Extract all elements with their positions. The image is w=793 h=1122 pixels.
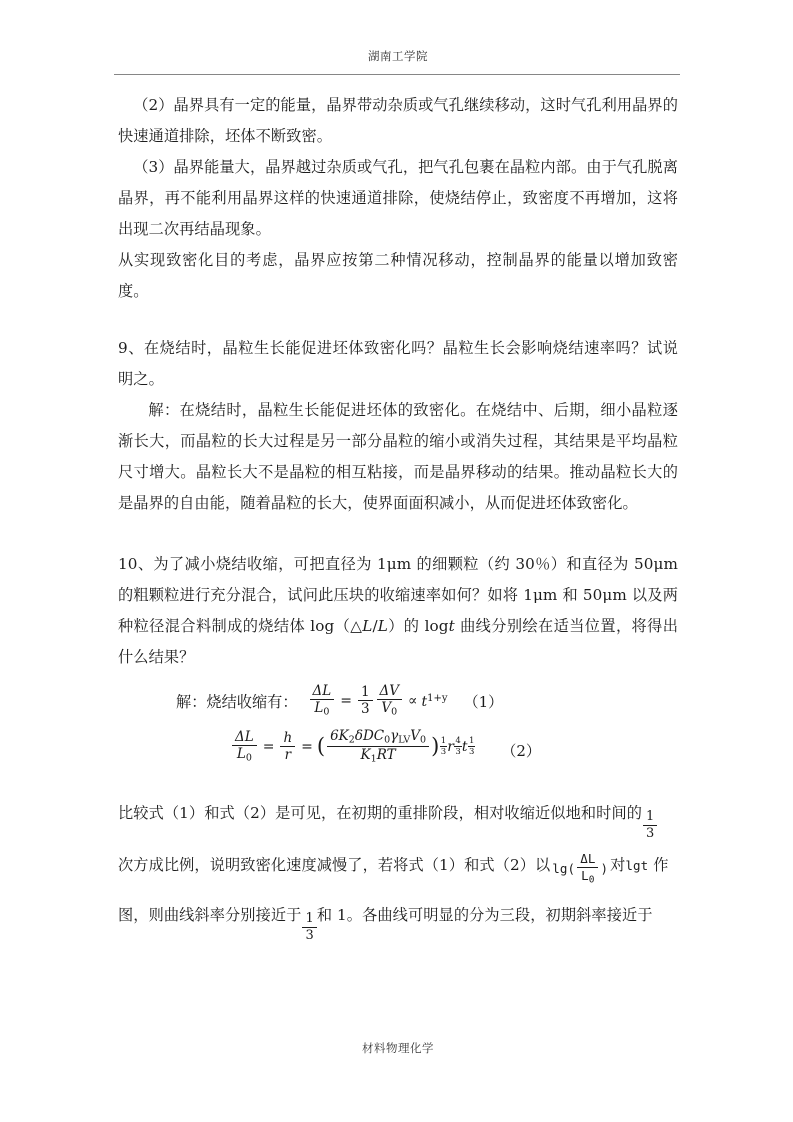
formula-1-tag: （1）	[463, 692, 504, 711]
lg-L-subscript: 0	[588, 874, 595, 886]
formula-2-exp1-numerator: 1	[440, 736, 447, 747]
formula-2-lhs-denominator	[234, 746, 255, 764]
spacer-before-q10	[118, 519, 678, 549]
formula-2-6K: 6K	[330, 727, 349, 744]
conclusion-line-2	[118, 841, 678, 893]
formula-2-inner-numerator	[327, 729, 429, 748]
question-10-slash: /	[372, 617, 378, 635]
conclusion-frac1-denominator: 3	[646, 825, 655, 841]
spacer-before-q9	[118, 307, 678, 333]
paragraph-point-2: （2）晶界具有一定的能量，晶界带动杂质或气孔继续移动，这时气孔利用晶界的快速通道排除，坯体不断致密。	[118, 96, 679, 145]
formula-2-exp2-numerator: 4	[455, 736, 461, 747]
formula-2-body	[230, 729, 475, 765]
document-content	[118, 90, 678, 942]
formula-2-delta-L: ΔL	[235, 729, 254, 746]
formula-2-V0-subscript: 0	[420, 734, 427, 746]
formula-2-K2-subscript: 2	[348, 734, 355, 746]
header-divider	[114, 74, 680, 75]
lg-numerator	[577, 852, 598, 868]
formula-2-variable-r: r	[284, 747, 292, 764]
formula-2-lhs-fraction	[232, 730, 257, 764]
formula-2-exponent-1	[440, 737, 447, 756]
question-10-italic-L2: L	[377, 617, 388, 635]
formula-2-L: L	[236, 746, 246, 763]
formula-2-r-term: r	[447, 738, 454, 755]
paragraph-summary: 从实现致密化目的考虑，晶界应按第二种情况移动，控制晶界的能量以增加致密度。	[118, 251, 678, 300]
lg-delta-L-over-L0-group	[552, 845, 608, 893]
answer-9: 解：在烧结时，晶粒生长能促进坯体的致密化。在烧结中、后期，细小晶粒逐渐长大，而晶粒的长大过程是另一部分晶粒的缩小或消失过程，其结果是平均晶粒尺寸增大。晶粒长大不是晶粒的相互粘接，而是晶界移动的结果。推动晶粒长大的是晶界的自由能，随着晶粒的长大，使界面面积减小，从而促进坯体致密化。	[118, 401, 678, 512]
formula-1-dv-numerator	[377, 684, 403, 700]
lg-denominator	[578, 868, 597, 886]
formula-2-gamma: γ	[390, 727, 399, 744]
lg-label: lg(	[552, 860, 576, 876]
header-title: 湖南工学院	[368, 49, 428, 63]
formula-1-delta-L: ΔL	[312, 683, 332, 699]
question-10-italic-t: t	[448, 617, 455, 635]
formula-1-row	[118, 684, 678, 718]
formula-1-equals: =	[340, 692, 352, 709]
formula-1-delta-V: ΔV	[379, 683, 400, 699]
formula-1-L-subscript: 0	[323, 706, 330, 718]
conclusion-frac2-numerator: 1	[302, 912, 316, 928]
formula-2-K: K	[360, 747, 371, 764]
formula-1-proportional: ∝	[408, 692, 418, 709]
formula-1-lhs-denominator	[311, 700, 332, 718]
formula-2-L-subscript: 0	[245, 752, 252, 764]
formula-1-three: 3	[360, 701, 370, 718]
lg-inner-fraction	[577, 852, 598, 885]
page-header	[118, 50, 678, 64]
conclusion-frac1-numerator: 1	[643, 810, 657, 826]
lg-L: L	[581, 867, 589, 883]
formula-2-inner-denominator	[358, 747, 399, 765]
conclusion-line-2-text-c: 作	[648, 855, 669, 874]
conclusion-line-3-text-a: 图，则曲线斜率分别接近于	[118, 905, 302, 924]
formula-2-C0-subscript: 0	[384, 734, 391, 746]
formula-2-exp3-denominator: 3	[468, 746, 475, 757]
conclusion-line-3-text-b: 和 1。各曲线可明显的分为三段，初期斜率接近于	[316, 905, 653, 924]
formula-1-exponent: 1+y	[427, 693, 448, 705]
formula-2-tag: （2）	[501, 742, 541, 761]
conclusion-line-3	[118, 893, 678, 943]
question-10-text-part4: 曲线分别绘在适当位置，将得出什么结果？	[118, 617, 679, 666]
footer-title: 材料物理化学	[362, 1041, 434, 1055]
page-footer	[118, 1040, 678, 1056]
formula-2-LV-subscript: LV	[398, 734, 411, 746]
formula-2-dDC: δDC	[354, 727, 385, 744]
formula-1-L: L	[314, 700, 324, 717]
formula-1-lhs-numerator	[310, 684, 335, 700]
formula-1-variable-t: t	[421, 694, 428, 711]
formula-1-dv-fraction	[377, 684, 403, 718]
question-10-text-part3: ）的 log	[387, 617, 449, 635]
formula-1-V: V	[381, 700, 392, 717]
formula-2-open-paren: (	[316, 734, 326, 759]
conclusion-one-third-fraction-1	[643, 810, 657, 840]
formula-2-V: V	[410, 727, 421, 744]
formula-2-equals-1: =	[262, 738, 275, 755]
lg-delta-L: ΔL	[580, 851, 596, 867]
formula-2-close-paren: )	[431, 734, 440, 759]
question-10-text-part1: 10、为了减小烧结收缩，可把直径为 1μm 的细颗粒（约 30％）和直径为 50μm 的粗颗粒进行充分混合，试问此压块的收缩速率如何？如将 1μm 和 50μm 以及两种粒径混合料制成的烧结体 log（△	[118, 555, 678, 635]
lgt-label: lgt	[625, 857, 649, 873]
formula-2-equals-2: =	[301, 738, 313, 755]
formula-2-exp1-denominator: 3	[440, 746, 447, 757]
formula-2-row	[118, 729, 678, 765]
conclusion-line-1-text: 比较式（1）和式（2）是可见，在初期的重排阶段，相对收缩近似地和时间的	[118, 804, 643, 823]
formula-1-V-subscript: 0	[391, 706, 398, 718]
question-10	[118, 549, 678, 673]
conclusion-one-third-fraction-2	[302, 912, 316, 942]
formula-1-lhs-fraction	[310, 684, 335, 718]
formula-2-t-term: t	[461, 738, 468, 755]
formula-2-lhs-numerator	[232, 730, 257, 746]
formula-2-variable-h: h	[283, 730, 293, 747]
formula-2-exponent-3	[468, 737, 475, 756]
conclusion-frac2-denominator: 3	[305, 927, 314, 943]
formula-2-h-over-r	[280, 731, 295, 762]
formula-2-exponent-2	[454, 737, 461, 756]
paragraph-point-3: （3）晶界能量大，晶界越过杂质或气孔，把气孔包裹在晶粒内部。由于气孔脱离晶界，再不能利用晶界这样的快速通道排除，使烧结停止，致密度不再增加，这将出现二次再结晶现象。	[118, 158, 679, 238]
formula-1-body	[308, 684, 448, 718]
lg-close-paren: )	[600, 860, 609, 876]
question-9: 9、在烧结时，晶粒生长能促进坯体致密化吗？晶粒生长会影响烧结速率吗？试说明之。	[118, 339, 678, 388]
conclusion-line-1	[118, 791, 678, 841]
spacer-before-conclusion	[118, 765, 678, 791]
question-10-italic-L: L	[362, 617, 373, 635]
conclusion-line-2-text-b: 对	[610, 855, 626, 874]
formula-2-K1-subscript: 1	[370, 754, 377, 766]
formula-1-lead: 解：烧结收缩有：	[176, 692, 298, 711]
formula-2-inner-fraction	[327, 729, 429, 765]
formula-2-r	[282, 747, 294, 762]
conclusion-line-2-text-a: 次方成比例，说明致密化速度减慢了，若将式（1）和式（2）以	[118, 855, 551, 874]
formula-1-dv-denominator	[378, 700, 400, 718]
formula-2-exp3-numerator: 1	[468, 736, 475, 747]
formula-2-RT: RT	[376, 747, 396, 764]
formula-1-one-third	[358, 685, 373, 716]
formula-2-h	[280, 731, 295, 747]
formula-1-t-term	[422, 685, 448, 716]
formula-1-one: 1	[358, 685, 373, 701]
formula-2-exp2-denominator: 3	[455, 746, 461, 757]
